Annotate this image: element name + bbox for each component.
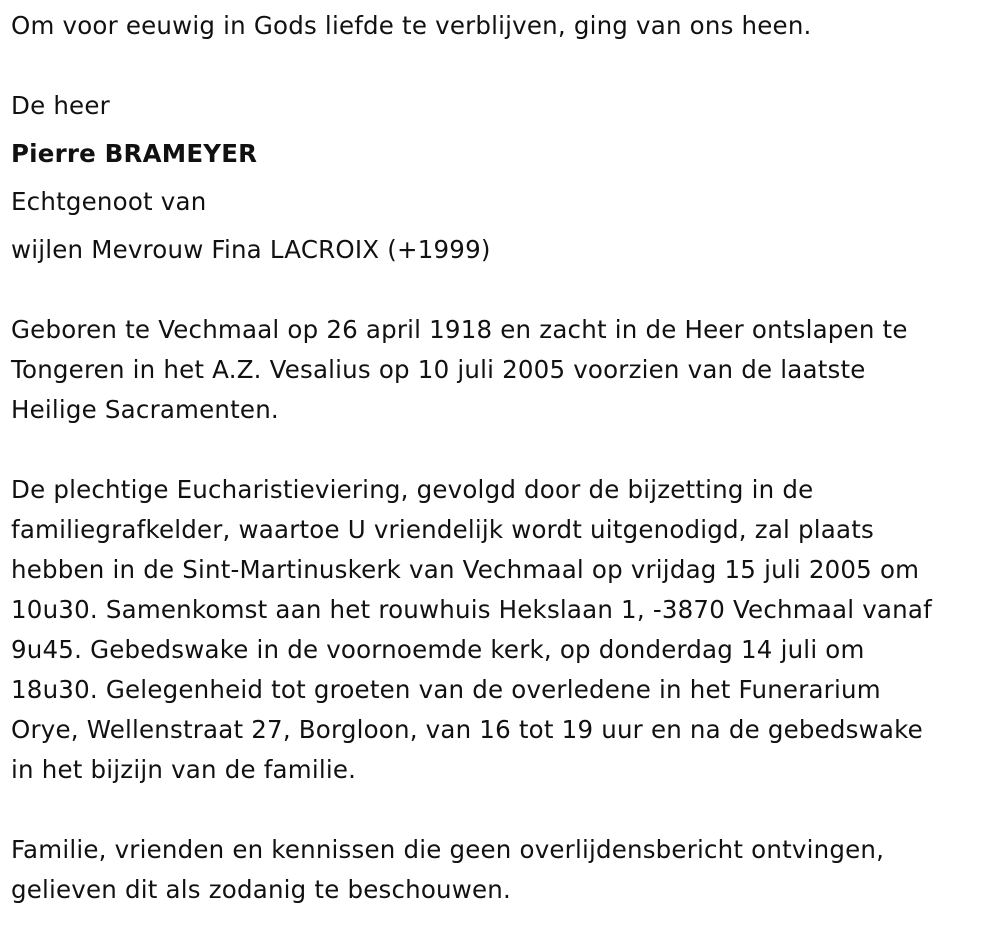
relation-text: Echtgenoot van [11,187,207,216]
ceremony-line: Orye, Wellenstraat 27, Borgloon, van 16 tot 19 uur en na de gebedswake [11,715,923,744]
birth-death-line: Tongeren in het A.Z. Vesalius op 10 juli 2005 voorzien van de laatste [11,355,866,384]
birth-death-line: Geboren te Vechmaal op 26 april 1918 en zacht in de Heer ontslapen te [11,315,908,344]
intro-text: Om voor eeuwig in Gods liefde te verblijven, ging van ons heen. [11,11,812,40]
ceremony-line: in het bijzijn van de familie. [11,755,357,784]
ceremony-line: 10u30. Samenkomst aan het rouwhuis Hekslaan 1, -3870 Vechmaal vanaf [11,595,932,624]
ceremony-line: 18u30. Gelegenheid tot groeten van de overledene in het Funerarium [11,675,881,704]
ceremony-line: De plechtige Eucharistieviering, gevolgd door de bijzetting in de [11,475,814,504]
ceremony-line: 9u45. Gebedswake in de voornoemde kerk, op donderdag 14 juli om [11,635,865,664]
title-prefix: De heer [11,91,110,120]
ceremony-line: familiegrafkelder, waartoe U vriendelijk wordt uitgenodigd, zal plaats [11,515,875,544]
deceased-name: Pierre BRAMEYER [11,139,258,168]
closing-line: Familie, vrienden en kennissen die geen overlijdensbericht ontvingen, [11,835,885,864]
spouse-text: wijlen Mevrouw Fina LACROIX (+1999) [11,235,491,264]
closing-line: gelieven dit als zodanig te beschouwen. [11,875,512,904]
ceremony-line: hebben in de Sint-Martinuskerk van Vechmaal op vrijdag 15 juli 2005 om [11,555,920,584]
birth-death-line: Heilige Sacramenten. [11,395,279,424]
